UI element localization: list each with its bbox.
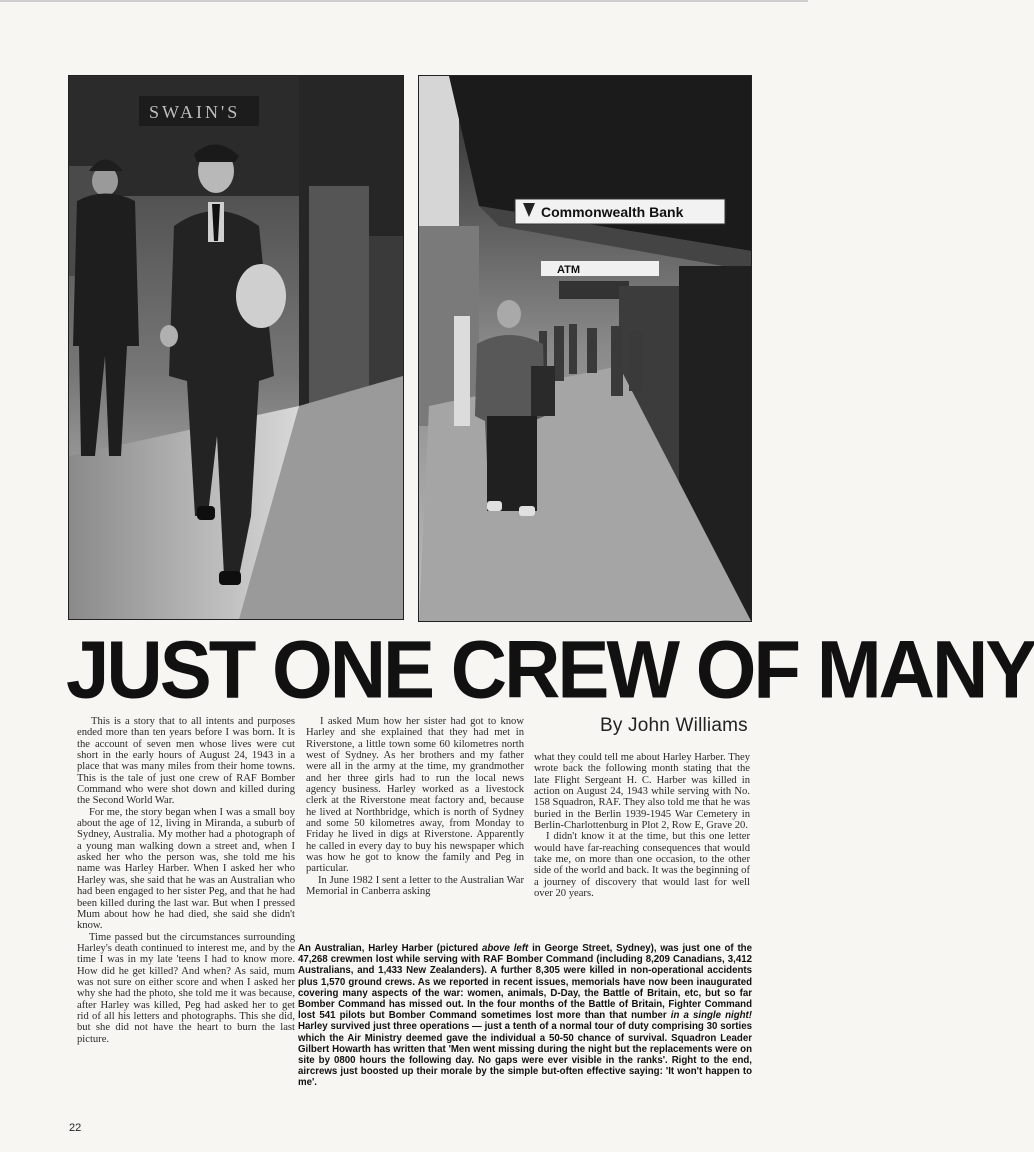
body-paragraph: This is a story that to all intents and purposes ended more than ten years before I was born. It is the account of seven men whose lives were cut short in the early hours of August 24, 1943 in a place that was many miles from their home towns. This is the tale of just one crew of RAF Bomber Command who were shot down and killed during the Second World War. [77, 716, 295, 807]
caption-emphasis: in a single night! [670, 1010, 752, 1022]
body-paragraph: Time passed but the circumstances surrounding Harley's death continued to interest me, and by the time I was in my late 'teens I had to know more. How did he get killed? And when? As said, mum was not sure on either score and when I asked her why she had the photo, she told me it was because, after Harley was killed, Peg had asked her to get rid of all his letters and photographs. This she did, but she did not have the heart to burn the last picture. [77, 931, 295, 1045]
page-top-edge [0, 0, 808, 2]
atm-sign-text: ATM [557, 264, 581, 276]
body-paragraph: I didn't know it at the time, but this one letter would have far-reaching consequences that would take me, on more than one occasion, to the other side of the world and back. It was the beginning of a journey of discovery that would last for well over 20 years. [534, 831, 750, 900]
body-paragraph: I asked Mum how her sister had got to know Harley and she explained that they had met in Riverstone, a little town some 60 kilometres north west of Sydney. As her brothers and my father were all in the army at the time, my grandmother and her three girls had to run the local news agency business. Harley worked as a livestock clerk at the Riverstone meat factory and, because he lived at Northbridge, which is north of Sydney and some 50 kilometres away, from Monday to Friday he lived in digs at Riverstone. Apparently he called in every day to buy his newspaper which was how he got to know the family and Peg in particular. [306, 716, 524, 875]
body-column-2 [306, 716, 524, 898]
body-column-3 [534, 752, 750, 899]
body-paragraph: what they could tell me about Harley Harber. They wrote back the following month stating that the late Flight Sergeant H. C. Harber was killed in action on August 24, 1943 while serving with No. 158 Squadron, RAF. They also told me that he was buried in the Berlin 1939-1945 War Cemetery in Berlin-Charlottenburg in Plot 2, Row E, Grave 20. [534, 752, 750, 832]
caption-text: Harley survived just three operations — just a tenth of a normal tour of duty comprising 30 sorties which the Air Ministry deemed gave the individual a 50-50 chance of survival. Squadron Leader Gilbert Howarth has written that 'Men went missing during the night but the replacements were on site by 0800 hours the following day. No gaps were ever visible in the ranks'. Right to the end, aircrews just boosted up their morale by the simple but-often effective saying: 'It won't happen to me'. [298, 1021, 752, 1089]
caption-emphasis: above left [481, 943, 529, 954]
page-number: 22 [69, 1122, 82, 1134]
shop-sign-text: SWAIN'S [149, 102, 241, 122]
article-headline: JUST ONE CREW OF MANY [66, 622, 1034, 716]
body-paragraph: In June 1982 I sent a letter to the Australian War Memorial in Canberra asking [306, 874, 524, 898]
body-column-1 [77, 716, 295, 1045]
body-paragraph: For me, the story began when I was a small boy about the age of 12, living in Miranda, a suburb of Sydney, Australia. My mother had a photograph of a young man walking down a street and, when I asked her who the person was, she told me his name was Harley Harber. When I asked her who Harley was, she said that he was an Australian who had been engaged to her sister Peg, and that he had been killed during the last war. But when I pressed Mum about how he had died, she said she didn't know. [77, 806, 295, 932]
photo-caption [298, 943, 752, 1089]
caption-text: An Australian, Harley Harber (pictured [298, 943, 482, 954]
bank-sign-text: Commonwealth Bank [541, 204, 684, 220]
caption-text: in George Street, Sydney), was just one of the 47,268 crewmen lost while serving with RAF Bomber Command (including 8,209 Canadians, 3,412 Australians, and 1,433 New Zealanders). A further 8,305 were killed in non-operational accidents plus 1,570 ground crews. As we reported in recent issues, memorials have now been inaugurated covering many aspects of the war: women, animals, D-Day, the Battle of Britain, etc, but so far Bomber Command has missed out. In the four months of the Battle of Britain, Fighter Command lost 541 pilots but Bomber Command sometimes lost more than that number [298, 943, 752, 1022]
modern-street-photo [418, 75, 752, 622]
historic-street-photo [68, 75, 404, 620]
article-byline: By John Williams [600, 715, 748, 736]
